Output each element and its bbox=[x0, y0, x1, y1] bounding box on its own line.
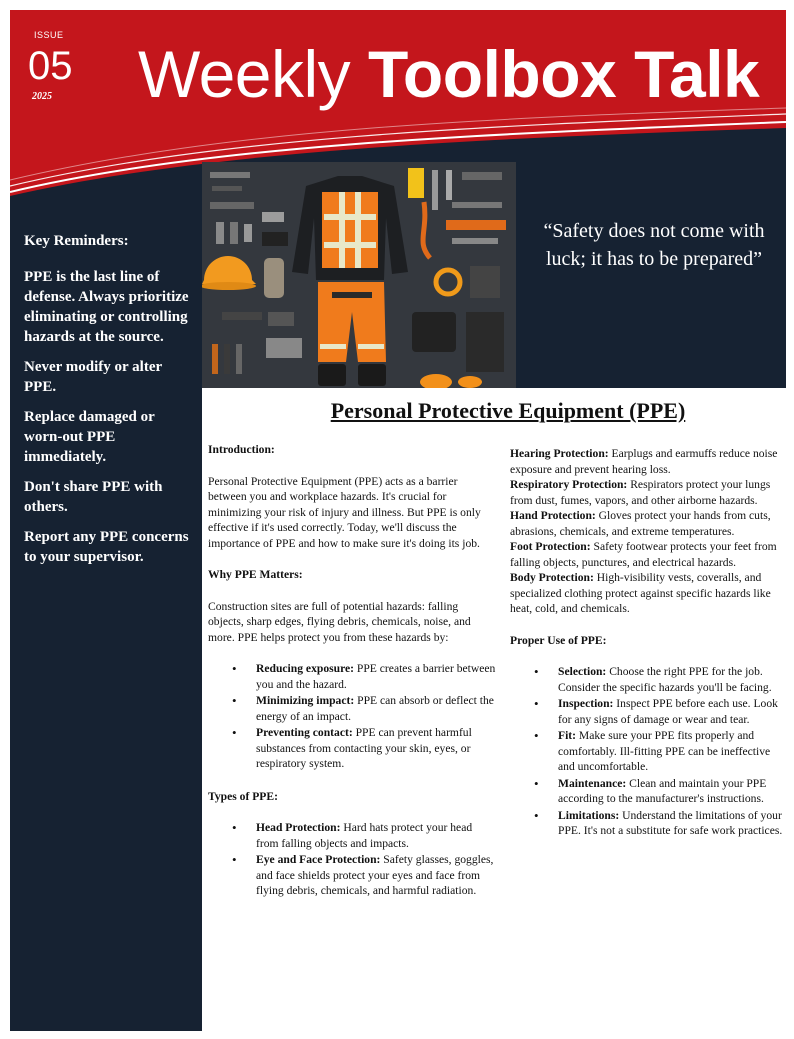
ppe-type-item bbox=[510, 477, 788, 508]
list-item bbox=[256, 852, 496, 899]
key-reminders-sidebar bbox=[10, 205, 202, 1031]
bullet-term: Selection: bbox=[558, 665, 607, 678]
bullet-text: Make sure your PPE fits properly and comfortably. Ill-fitting PPE can be ineffective and uncomfortable. bbox=[558, 729, 771, 773]
reminder-item: Never modify or alter PPE. bbox=[24, 359, 162, 395]
reminder-item: Don't share PPE with others. bbox=[24, 479, 163, 515]
page-title bbox=[138, 34, 759, 114]
section-heading-types: Types of PPE: bbox=[208, 789, 278, 803]
title-plain: Weekly bbox=[138, 37, 369, 111]
reminder-item: Report any PPE concerns to your supervisor. bbox=[24, 529, 189, 565]
section-heading-why: Why PPE Matters: bbox=[208, 568, 303, 581]
bullet-text: PPE can absorb or deflect the energy of an impact. bbox=[256, 694, 494, 723]
bullet-text: Clean and maintain your PPE according to the manufacturer's instructions. bbox=[558, 776, 767, 805]
quote-panel bbox=[516, 205, 786, 388]
ppe-type-text: Gloves protect your hands from cuts, abrasions, chemicals, and extreme temperatures. bbox=[510, 509, 771, 538]
bullet-term: Inspection: bbox=[558, 697, 614, 710]
bullet-text: Understand the limitations of your PPE. It's not a substitute for safe work practices. bbox=[558, 808, 783, 837]
ppe-type-item bbox=[510, 570, 788, 617]
bullet-term: Head Protection: bbox=[256, 821, 341, 834]
reminder-item: PPE is the last line of defense. Always prioritize eliminating or controlling hazards at the source. bbox=[24, 269, 189, 345]
list-item bbox=[558, 808, 788, 839]
list-item bbox=[558, 776, 788, 807]
ppe-type-item bbox=[510, 446, 788, 477]
issue-label: ISSUE bbox=[34, 30, 64, 40]
issue-number: 05 bbox=[28, 44, 73, 88]
ppe-type-term: Body Protection: bbox=[510, 571, 594, 584]
ppe-type-text: High-visibility vests, coveralls, and specialized clothing protect against specific hazards like heat, cold, and chemicals. bbox=[510, 571, 771, 615]
sidebar-heading: Key Reminders: bbox=[24, 233, 129, 249]
list-item bbox=[256, 725, 496, 772]
bullet-text: PPE creates a barrier between you and the hazard. bbox=[256, 662, 496, 691]
ppe-type-term: Respiratory Protection: bbox=[510, 478, 628, 491]
issue-year: 2025 bbox=[32, 91, 52, 102]
bullet-term: Fit: bbox=[558, 729, 577, 742]
types-bullet-list bbox=[208, 820, 496, 899]
ppe-type-item bbox=[510, 539, 788, 570]
section-heading-proper-use: Proper Use of PPE: bbox=[510, 633, 607, 647]
bullet-term: Reducing exposure: bbox=[256, 662, 355, 675]
bullet-term: Maintenance: bbox=[558, 776, 627, 790]
bullet-term: Limitations: bbox=[558, 808, 620, 822]
ppe-illustration bbox=[202, 162, 516, 388]
ppe-type-term: Foot Protection: bbox=[510, 540, 591, 553]
bullet-text: Inspect PPE before each use. Look for any signs of damage or wear and tear. bbox=[558, 697, 778, 726]
intro-paragraph: Personal Protective Equipment (PPE) acts as a barrier between you and workplace hazards. It's crucial for minimizing your risk of injury and illness. But PPE is only effective if it's used correctly. Today, we'll discuss the importance of PPE and how to make sure it's doing its job. bbox=[208, 474, 481, 550]
ppe-type-item bbox=[510, 508, 788, 539]
bullet-term: Eye and Face Protection: bbox=[256, 853, 381, 866]
bullet-text: PPE can prevent harmful substances from contacting your skin, eyes, or respiratory system. bbox=[256, 726, 472, 770]
title-bold: Toolbox Talk bbox=[368, 37, 760, 111]
reminder-list bbox=[24, 267, 196, 577]
ppe-type-text: Earplugs and earmuffs reduce noise exposure and prevent hearing loss. bbox=[510, 447, 778, 476]
bullet-text: Safety glasses, goggles, and face shields protect your eyes and face from flying debris, chemicals, and harmful radiation. bbox=[256, 853, 494, 897]
bullet-text: Choose the right PPE for the job. Consider the specific hazards you'll be facing. bbox=[558, 665, 772, 694]
why-bullet-list bbox=[208, 661, 496, 772]
bullet-text: Hard hats protect your head from falling objects and impacts. bbox=[256, 821, 473, 850]
bullet-term: Minimizing impact: bbox=[256, 694, 355, 707]
left-column bbox=[208, 442, 496, 900]
ppe-type-term: Hearing Protection: bbox=[510, 447, 609, 460]
reminder-item: Replace damaged or worn-out PPE immediately. bbox=[24, 409, 155, 465]
section-heading-introduction: Introduction: bbox=[208, 443, 275, 456]
list-item bbox=[558, 696, 788, 727]
list-item bbox=[558, 664, 788, 695]
ppe-type-text: Respirators protect your lungs from dust, fumes, vapors, and other airborne hazards. bbox=[510, 478, 771, 507]
proper-use-bullet-list bbox=[510, 664, 788, 839]
list-item bbox=[558, 728, 788, 775]
right-column bbox=[510, 446, 788, 840]
list-item bbox=[256, 661, 496, 692]
ppe-type-text: Safety footwear protects your feet from falling objects, punctures, and electrical hazards. bbox=[510, 540, 777, 569]
list-item bbox=[256, 693, 496, 724]
why-paragraph: Construction sites are full of potential hazards: falling objects, sharp edges, flying debris, chemicals, noise, and more. PPE helps protect you from these hazards by: bbox=[208, 599, 471, 644]
ppe-type-term: Hand Protection: bbox=[510, 509, 596, 522]
article-title: Personal Protective Equipment (PPE) bbox=[330, 398, 686, 423]
bullet-term: Preventing contact: bbox=[256, 726, 353, 739]
safety-quote: “Safety does not come with luck; it has to be prepared” bbox=[543, 220, 765, 270]
ppe-flatlay-image bbox=[202, 162, 516, 388]
list-item bbox=[256, 820, 496, 851]
